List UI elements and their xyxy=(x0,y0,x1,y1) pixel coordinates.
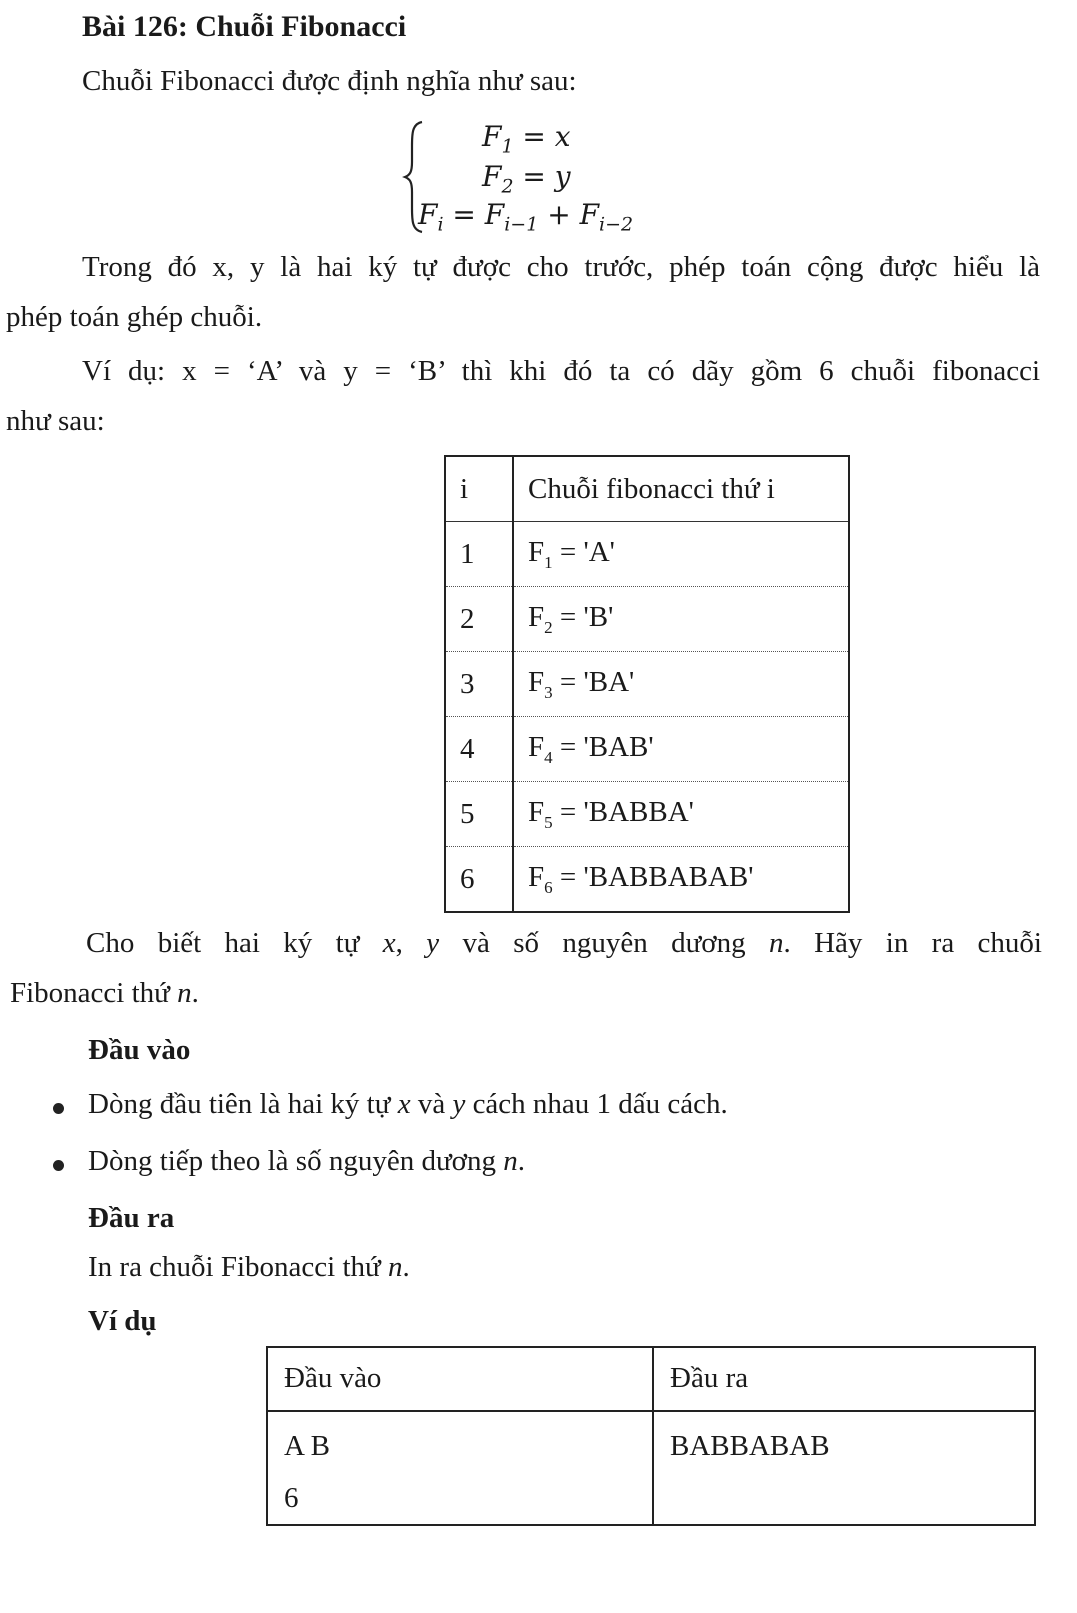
fibonacci-formula xyxy=(402,118,662,236)
intro-text: Chuỗi Fibonacci được định nghĩa như sau: xyxy=(82,65,577,97)
table-row xyxy=(267,1411,1035,1525)
row-value: $F_5$ = 'BABBA' xyxy=(513,782,849,847)
row-value: $F_4$ = 'BAB' xyxy=(513,717,849,782)
header-cell-input: Đầu vào xyxy=(267,1347,653,1411)
output-heading: Đầu ra xyxy=(88,1202,175,1234)
bullet-dot xyxy=(53,1103,64,1114)
table-row xyxy=(445,717,849,782)
row-index: 5 xyxy=(445,782,513,847)
row-index: 6 xyxy=(445,847,513,913)
output-description: In ra chuỗi Fibonacci thứ n. xyxy=(88,1251,410,1283)
formula-line-1: $F_1 = x$ xyxy=(482,120,571,158)
formula-line-3: $F_i = F_{i-1} + F_{i-2}$ xyxy=(418,198,634,236)
table-row xyxy=(445,587,849,652)
example-heading: Ví dụ xyxy=(88,1305,157,1337)
bullet-item-2: Dòng tiếp theo là số nguyên dương n. xyxy=(88,1145,525,1177)
paragraph-3-line-1: Cho biết hai ký tự x, y và số nguyên dương n. Hãy in ra chuỗi xyxy=(86,927,1042,959)
paragraph-2-line-2: như sau: xyxy=(6,405,105,437)
bullet-item-1: Dòng đầu tiên là hai ký tự x và y cách nhau 1 dấu cách. xyxy=(88,1088,728,1120)
input-line: 6 xyxy=(284,1482,299,1514)
input-line: A B xyxy=(284,1430,330,1462)
header-cell-i: i xyxy=(445,456,513,522)
table-row xyxy=(445,652,849,717)
row-value: $F_2$ = 'B' xyxy=(513,587,849,652)
row-index: 2 xyxy=(445,587,513,652)
formula-line-2: $F_2 = y$ xyxy=(482,160,571,198)
table-row xyxy=(445,847,849,913)
row-value: $F_3$ = 'BA' xyxy=(513,652,849,717)
example-output-cell: BABBABAB xyxy=(653,1411,1035,1525)
example-input-cell xyxy=(267,1411,653,1525)
table-row xyxy=(445,522,849,587)
row-value: $F_6$ = 'BABBABAB' xyxy=(513,847,849,913)
paragraph-2-line-1: Ví dụ: x = ‘A’ và y = ‘B’ thì khi đó ta có dãy gồm 6 chuỗi fibonacci xyxy=(82,355,1040,387)
row-index: 3 xyxy=(445,652,513,717)
row-index: 1 xyxy=(445,522,513,587)
row-index: 4 xyxy=(445,717,513,782)
paragraph-3-line-2: Fibonacci thứ n. xyxy=(10,977,199,1009)
row-value: $F_1$ = 'A' xyxy=(513,522,849,587)
fibonacci-table xyxy=(444,455,850,913)
example-table xyxy=(266,1346,1036,1526)
table-header-row xyxy=(267,1347,1035,1411)
table-header-row xyxy=(445,456,849,522)
input-heading: Đầu vào xyxy=(88,1034,191,1066)
paragraph-1-line-2: phép toán ghép chuỗi. xyxy=(6,301,263,333)
paragraph-1-line-1: Trong đó x, y là hai ký tự được cho trước, phép toán cộng được hiểu là xyxy=(82,251,1040,283)
bullet-dot xyxy=(53,1160,64,1171)
exercise-title: Bài 126: Chuỗi Fibonacci xyxy=(82,10,407,43)
header-cell-string: Chuỗi fibonacci thứ i xyxy=(513,456,849,522)
header-cell-output: Đầu ra xyxy=(653,1347,1035,1411)
table-row xyxy=(445,782,849,847)
